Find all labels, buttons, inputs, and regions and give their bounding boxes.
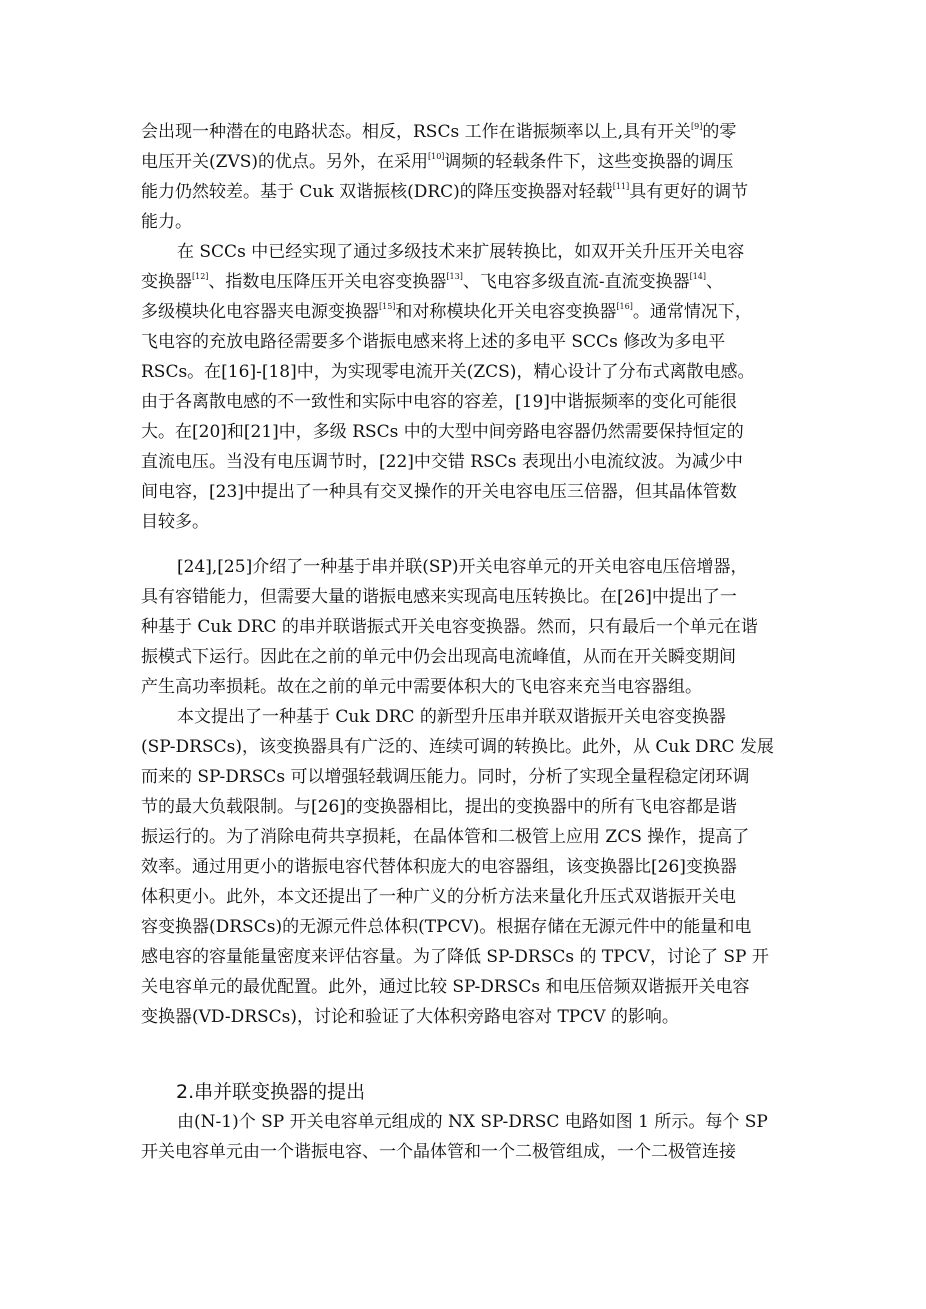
- text-run: 节的最大负载限制。与[26]的变换器相比，提出的变换器中的所有飞电容都是谐: [141, 797, 737, 817]
- text-line: [141, 357, 791, 387]
- text-run: 会出现一种潜在的电路状态。相反，RSCs 工作在谐振频率以上,具有开关: [141, 122, 691, 142]
- text-run: 和对称模块化开关电容变换器: [395, 302, 617, 322]
- citation-superscript: [13]: [446, 272, 463, 281]
- text-line-content: [141, 942, 791, 972]
- text-line-content: [141, 387, 791, 417]
- text-line-content: [141, 447, 791, 477]
- text-line-content: [141, 297, 791, 327]
- text-line: [141, 327, 791, 357]
- text-line: [141, 237, 791, 267]
- text-run: 由(N-1)个 SP 开关电容单元组成的 NX SP-DRSC 电路如图 1 所示。每个 SP: [177, 1112, 768, 1132]
- text-line: [141, 612, 791, 642]
- text-line: [141, 762, 791, 792]
- text-run: 种基于 Cuk DRC 的串并联谐振式开关电容变换器。然而，只有最后一个单元在谐: [141, 617, 758, 637]
- text-line-content: [141, 147, 791, 177]
- text-line: [141, 702, 791, 732]
- text-line-content: [141, 207, 791, 237]
- text-line-content: [141, 267, 791, 297]
- text-run: 目较多。: [141, 512, 209, 532]
- text-line: [141, 387, 791, 417]
- text-line-content: [141, 642, 791, 672]
- text-run: 的零: [702, 122, 737, 142]
- text-line-content: [141, 762, 791, 792]
- text-line-content: [177, 702, 791, 732]
- text-line: [141, 1107, 791, 1137]
- text-line: [141, 447, 791, 477]
- text-line-content: [177, 1107, 791, 1137]
- text-line: [141, 732, 791, 762]
- text-line-content: [141, 912, 791, 942]
- text-run: 效率。通过用更小的谐振电容代替体积庞大的电容器组，该变换器比[26]变换器: [141, 857, 737, 877]
- citation-superscript: [15]: [379, 302, 396, 311]
- paragraph-proposed-converter: [141, 702, 791, 1032]
- text-run: 变换器(VD-DRSCs)，讨论和验证了大体积旁路电容对 TPCV 的影响。: [141, 1007, 679, 1027]
- text-run: 振运行的。为了消除电荷共享损耗，在晶体管和二极管上应用 ZCS 操作，提高了: [141, 827, 750, 847]
- paragraph-multilevel-sccs: [141, 237, 791, 537]
- text-run: 、飞电容多级直流-直流变换器: [462, 272, 690, 292]
- citation-superscript: [10]: [428, 152, 445, 161]
- text-run: (SP-DRSCs)，该变换器具有广泛的、连续可调的转换比。此外，从 Cuk DRC 发展: [141, 737, 774, 757]
- text-line-content: [141, 732, 791, 762]
- text-line-content: [177, 552, 791, 582]
- text-line: [141, 1002, 791, 1032]
- text-run: 产生高功率损耗。故在之前的单元中需要体积大的飞电容来充当电容器组。: [141, 677, 702, 697]
- text-run: 直流电压。当没有电压调节时，[22]中交错 RSCs 表现出小电流纹波。为减少中: [141, 452, 743, 472]
- text-line: [141, 582, 791, 612]
- text-line-content: [141, 972, 791, 1002]
- text-run: 体积更小。此外，本文还提出了一种广义的分析方法来量化升压式双谐振开关电: [141, 887, 736, 907]
- text-run: 电压开关(ZVS)的优点。另外，在采用: [141, 152, 428, 172]
- text-line: [141, 852, 791, 882]
- text-run: 大。在[20]和[21]中，多级 RSCs 中的大型中间旁路电容器仍然需要保持恒定的: [141, 422, 744, 442]
- text-run: 多级模块化电容器夹电源变换器: [141, 302, 379, 322]
- text-line: [141, 117, 791, 147]
- text-run: 。通常情况下，: [632, 302, 752, 322]
- text-line: [141, 297, 791, 327]
- text-line-content: [141, 672, 791, 702]
- text-run: [24],[25]介绍了一种基于串并联(SP)开关电容单元的开关电容电压倍增器，: [177, 557, 748, 577]
- text-line: [141, 792, 791, 822]
- text-line-content: [141, 507, 791, 537]
- text-run: 能力。: [141, 212, 192, 232]
- citation-superscript: [12]: [192, 272, 209, 281]
- text-run: 变换器: [141, 272, 192, 292]
- text-run: 振模式下运行。因此在之前的单元中仍会出现高电流峰值，从而在开关瞬变期间: [141, 647, 736, 667]
- text-line-content: [141, 1002, 791, 1032]
- text-run: 、: [706, 272, 724, 292]
- text-run: 能力仍然较差。基于 Cuk 双谐振核(DRC)的降压变换器对轻载: [141, 182, 613, 202]
- text-run: 感电容的容量能量密度来评估容量。为了降低 SP-DRSCs 的 TPCV，讨论了 SP 开: [141, 947, 769, 967]
- text-run: 而来的 SP-DRSCs 可以增强轻载调压能力。同时，分析了实现全量程稳定闭环调: [141, 767, 750, 787]
- text-line-content: [141, 852, 791, 882]
- text-line: [141, 912, 791, 942]
- text-run: RSCs。在[16]-[18]中，为实现零电流开关(ZCS)，精心设计了分布式离散电感。: [141, 362, 755, 382]
- citation-superscript: [11]: [612, 182, 630, 191]
- text-run: 开关电容单元由一个谐振电容、一个晶体管和一个二极管组成，一个二极管连接: [141, 1142, 736, 1162]
- text-line: [141, 1137, 791, 1167]
- text-line-content: [141, 417, 791, 447]
- text-run: 本文提出了一种基于 Cuk DRC 的新型升压串并联双谐振开关电容变换器: [177, 707, 726, 727]
- text-line-content: [141, 582, 791, 612]
- text-line: [141, 207, 791, 237]
- text-run: 、指数电压降压开关电容变换器: [208, 272, 447, 292]
- text-run: 容变换器(DRSCs)的无源元件总体积(TPCV)。根据存储在无源元件中的能量和电: [141, 917, 752, 937]
- section-heading: 2.串并联变换器的提出: [176, 1081, 366, 1103]
- paragraph-section-intro: [141, 1107, 791, 1167]
- text-line-content: [141, 357, 791, 387]
- text-line: [141, 417, 791, 447]
- text-run: 关电容单元的最优配置。此外，通过比较 SP-DRSCs 和电压倍频双谐振开关电容: [141, 977, 750, 997]
- text-line: [141, 147, 791, 177]
- text-run: 由于各离散电感的不一致性和实际中电容的容差，[19]中谐振频率的变化可能很: [141, 392, 737, 412]
- text-line-content: [141, 1137, 791, 1167]
- text-line-content: [141, 882, 791, 912]
- text-line: [141, 507, 791, 537]
- text-line-content: [141, 177, 791, 207]
- text-line-content: [177, 237, 791, 267]
- paragraph-sp-voltage-multiplier: [141, 552, 791, 702]
- text-line: [141, 552, 791, 582]
- text-line: [141, 642, 791, 672]
- text-line: [141, 942, 791, 972]
- text-line-content: [141, 792, 791, 822]
- text-line-content: [141, 612, 791, 642]
- text-line: [141, 882, 791, 912]
- text-run: 飞电容的充放电路径需要多个谐振电感来将上述的多电平 SCCs 修改为多电平: [141, 332, 726, 352]
- text-line-content: [141, 477, 791, 507]
- text-line: [141, 177, 791, 207]
- citation-superscript: [9]: [690, 122, 703, 131]
- text-line-content: [141, 822, 791, 852]
- text-line: [141, 477, 791, 507]
- text-line-content: [141, 327, 791, 357]
- text-line: [141, 672, 791, 702]
- text-line: [141, 822, 791, 852]
- text-run: 间电容，[23]中提出了一种具有交叉操作的开关电容电压三倍器，但其晶体管数: [141, 482, 737, 502]
- citation-superscript: [16]: [616, 302, 633, 311]
- text-run: 具有更好的调节: [629, 182, 749, 202]
- text-run: 调频的轻载条件下，这些变换器的调压: [444, 152, 734, 172]
- text-line: [141, 972, 791, 1002]
- citation-superscript: [14]: [689, 272, 707, 281]
- paragraph-intro-rscs: [141, 117, 791, 237]
- text-line: [141, 267, 791, 297]
- text-run: 具有容错能力，但需要大量的谐振电感来实现高电压转换比。在[26]中提出了一: [141, 587, 737, 607]
- text-line-content: [141, 117, 791, 147]
- text-run: 在 SCCs 中已经实现了通过多级技术来扩展转换比，如双开关升压开关电容: [177, 242, 745, 262]
